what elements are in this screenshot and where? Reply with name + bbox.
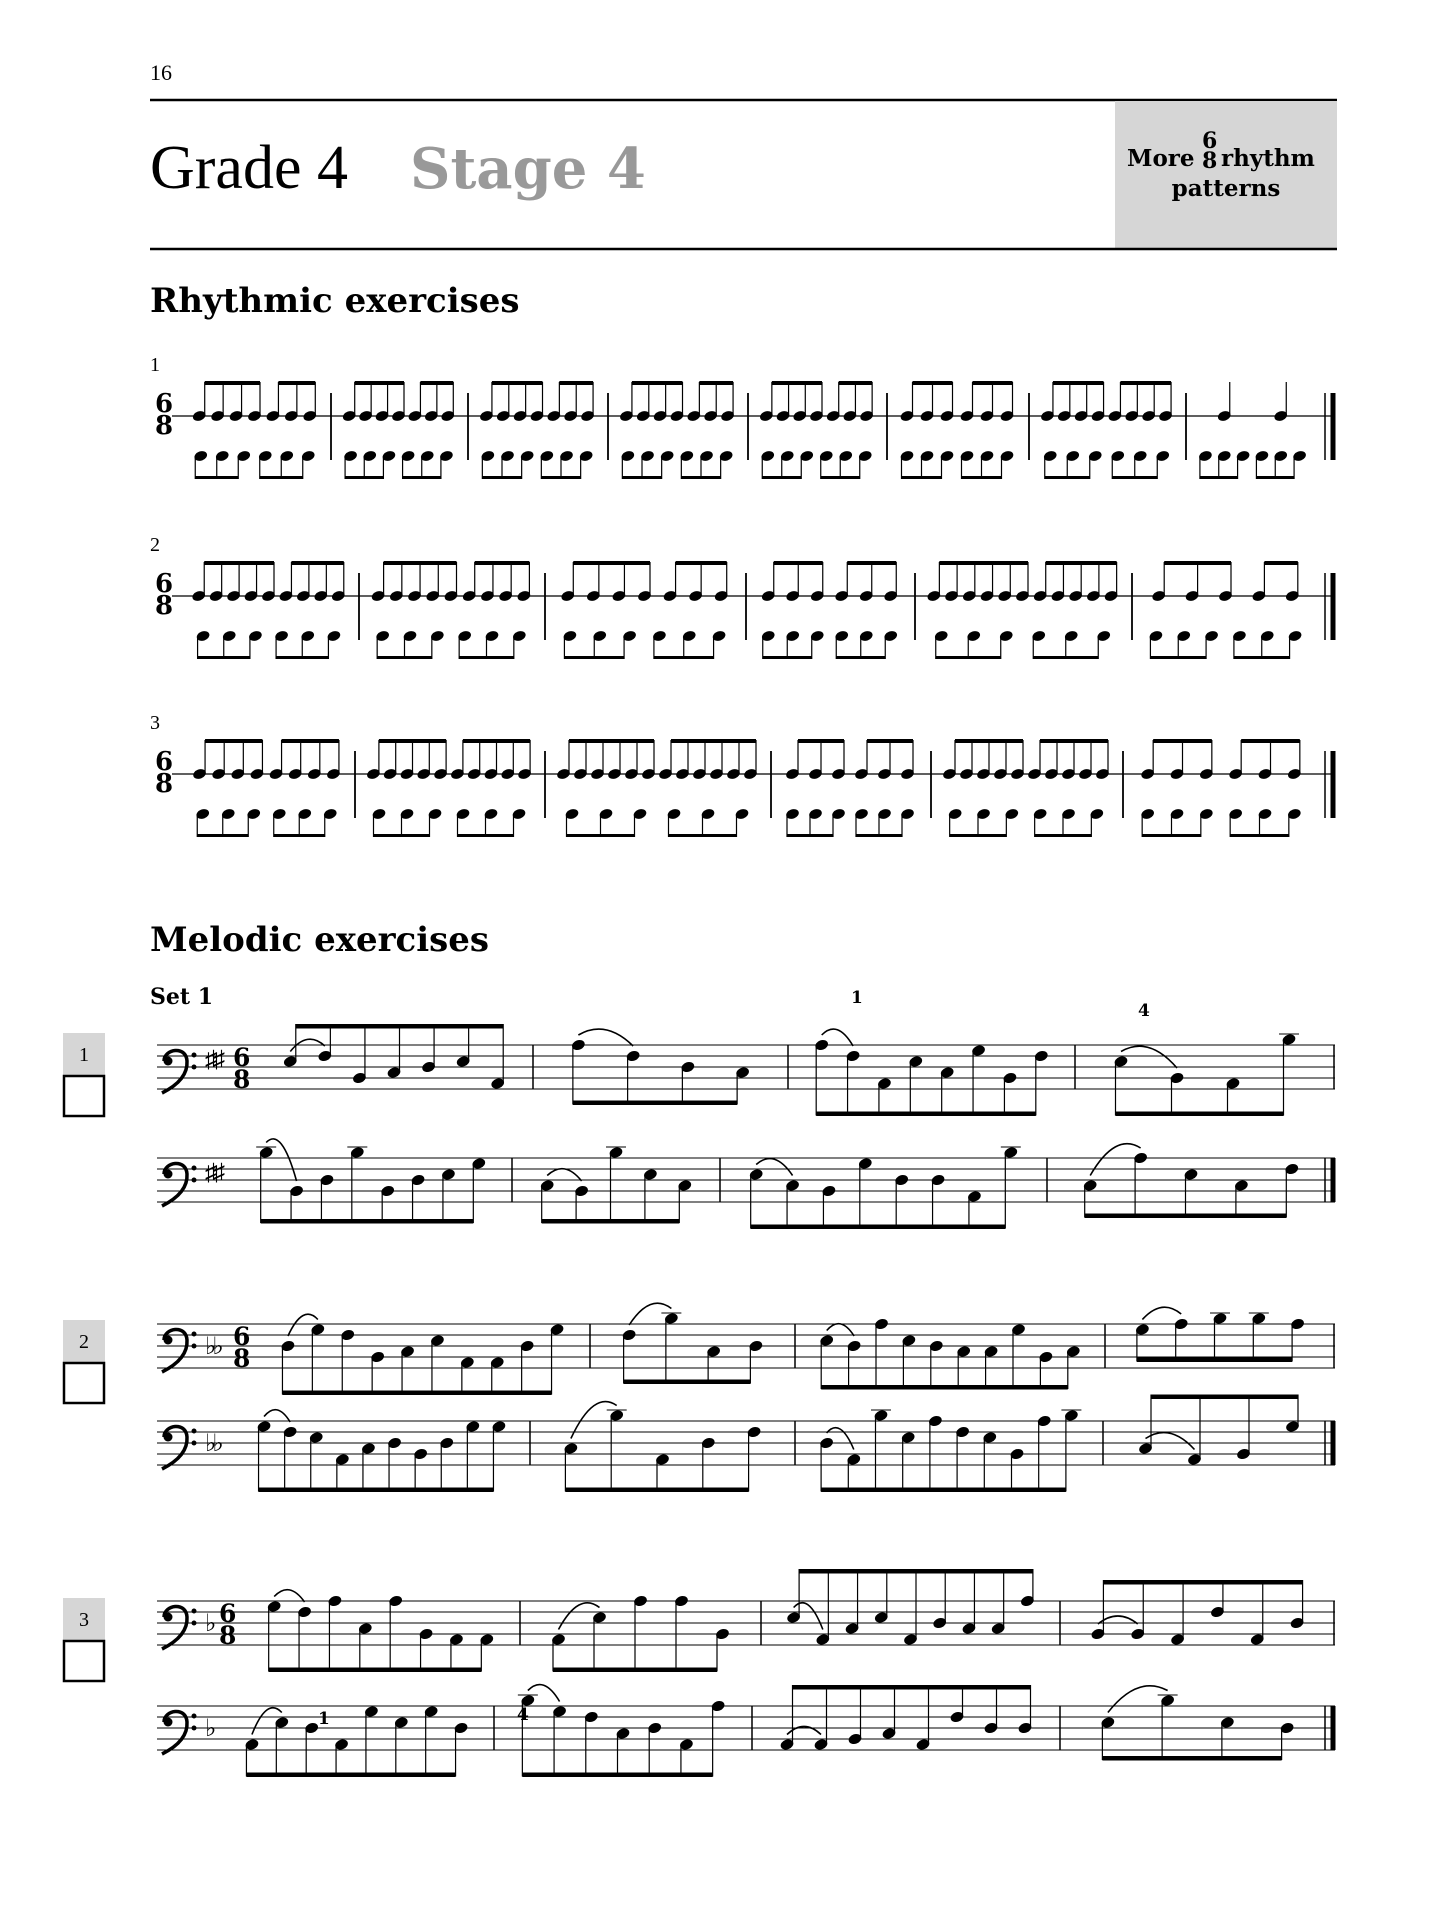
beam	[259, 1488, 494, 1493]
melodic-exercise-2	[63, 1303, 1335, 1492]
fingering: 1	[851, 988, 863, 1008]
beam	[522, 1773, 712, 1778]
beam	[1153, 739, 1212, 743]
beam	[1045, 476, 1090, 479]
slur	[629, 1303, 671, 1325]
beam	[821, 1385, 1068, 1390]
beam	[542, 1219, 680, 1224]
beam	[541, 476, 580, 479]
bass-clef-icon-dot	[192, 1344, 197, 1349]
beam	[565, 1488, 748, 1493]
beam	[569, 739, 654, 743]
beam	[567, 834, 635, 837]
topic-time-top: 6	[1202, 128, 1218, 154]
beam	[699, 381, 733, 385]
beam	[573, 1101, 737, 1106]
page-title-stage: Stage 4	[410, 136, 646, 202]
beam	[622, 476, 661, 479]
key-signature: ♯♯	[205, 1047, 221, 1073]
beam	[246, 1773, 455, 1778]
bass-clef-icon	[162, 1426, 187, 1469]
bass-clef-icon-dot	[164, 1057, 173, 1066]
slur	[571, 1402, 617, 1439]
beam	[1256, 476, 1294, 479]
beam	[1164, 561, 1231, 565]
beam	[282, 1391, 551, 1396]
beam	[836, 656, 885, 659]
slur	[827, 1324, 854, 1336]
beam	[278, 381, 315, 385]
beam	[936, 656, 1001, 659]
beam	[458, 834, 514, 837]
beam	[774, 561, 823, 565]
beam	[377, 656, 432, 659]
time-signature-bottom: 8	[155, 411, 174, 441]
bass-clef-icon-dot	[164, 1613, 173, 1622]
bass-clef-icon-dot	[192, 1065, 197, 1070]
topic-time-bottom: 8	[1202, 148, 1218, 174]
beam	[676, 561, 727, 565]
topic-more: More	[1127, 145, 1195, 172]
beam	[553, 1668, 717, 1673]
bass-clef-icon	[162, 1050, 187, 1093]
bass-clef-icon	[162, 1606, 187, 1649]
key-signature: ♯♯	[205, 1160, 221, 1186]
beam	[939, 561, 1028, 565]
melodic-exercise-1	[63, 988, 1335, 1229]
staff	[157, 1395, 1335, 1493]
beam	[799, 1569, 1033, 1574]
exercise-number: 1	[150, 354, 160, 376]
beam	[1116, 1112, 1284, 1117]
bass-clef-icon-dot	[164, 1433, 173, 1442]
beam	[913, 381, 953, 385]
bass-clef-icon-dot	[192, 1178, 197, 1183]
bass-clef-icon-dot	[164, 1718, 173, 1727]
bass-clef-icon	[162, 1711, 187, 1754]
time-signature-top: 6	[219, 1599, 237, 1628]
beam	[1112, 476, 1157, 479]
beam	[632, 381, 683, 385]
beam	[1085, 1214, 1287, 1219]
time-signature-top: 6	[155, 747, 174, 777]
beam	[475, 561, 530, 565]
beam	[787, 834, 833, 837]
beam	[1033, 656, 1098, 659]
beam	[950, 834, 1007, 837]
bass-clef-icon-dot	[164, 1336, 173, 1345]
rhythm-exercise-3	[150, 712, 1335, 837]
beam	[274, 834, 325, 837]
beam	[751, 1225, 1006, 1230]
beam	[1053, 381, 1104, 385]
beam	[261, 1219, 474, 1224]
beam	[374, 834, 430, 837]
beam	[1137, 1358, 1292, 1363]
beam	[459, 656, 514, 659]
beam	[798, 739, 844, 743]
bass-clef-icon	[162, 1163, 187, 1206]
slur	[1121, 1046, 1177, 1068]
beam	[463, 739, 530, 743]
beam	[793, 1685, 1031, 1690]
beam	[1103, 1580, 1302, 1585]
slur	[1090, 1144, 1140, 1176]
bass-clef-icon-dot	[192, 1714, 197, 1719]
slur	[264, 1410, 290, 1422]
beam	[624, 1380, 751, 1385]
bass-clef-icon-dot	[192, 1441, 197, 1446]
beam	[260, 476, 303, 479]
beam	[420, 381, 453, 385]
page-title-grade: Grade 4	[150, 134, 348, 202]
beam	[1142, 834, 1201, 837]
beam	[291, 561, 343, 565]
beam	[282, 739, 339, 743]
beam	[1102, 1756, 1281, 1761]
beam	[681, 476, 720, 479]
slur	[559, 1603, 600, 1630]
key-signature: ♭	[205, 1716, 213, 1742]
beam	[1035, 834, 1092, 837]
tick-box[interactable]	[64, 1641, 104, 1681]
beam	[1046, 561, 1117, 565]
beam	[902, 476, 942, 479]
bass-clef-icon-dot	[164, 1170, 173, 1179]
beam	[763, 656, 812, 659]
beam	[573, 561, 650, 565]
beam	[1151, 1395, 1298, 1400]
tick-box[interactable]	[64, 1076, 104, 1116]
beam	[1040, 739, 1108, 743]
time-signature-bottom: 8	[233, 1344, 251, 1373]
set-label: Set 1	[150, 984, 214, 1010]
rhythm-exercise-1	[150, 354, 1335, 479]
key-signature: ♭	[205, 1611, 213, 1637]
beam	[296, 1024, 503, 1029]
beam	[762, 476, 801, 479]
bass-clef-icon-dot	[192, 1609, 197, 1614]
beam	[564, 656, 624, 659]
beam	[355, 381, 404, 385]
slur	[1142, 1307, 1181, 1319]
beam	[821, 476, 860, 479]
rhythm-exercise-2	[150, 534, 1335, 659]
fingering: 1	[318, 1709, 330, 1729]
beam	[772, 381, 822, 385]
fingering: 4	[517, 1705, 529, 1725]
beam	[1120, 381, 1171, 385]
exercise-number: 2	[150, 534, 160, 556]
beam	[379, 739, 446, 743]
beam	[816, 1112, 1036, 1117]
beam	[204, 561, 274, 565]
melodic-heading: Melodic exercises	[150, 920, 490, 960]
exercise-number: 2	[79, 1331, 89, 1353]
beam	[345, 476, 383, 479]
beam	[197, 834, 248, 837]
staff	[157, 1569, 1335, 1672]
key-signature: ♭♭	[205, 1431, 220, 1457]
beam	[821, 1488, 1066, 1493]
bass-clef-icon-dot	[192, 1166, 197, 1171]
staff	[157, 1303, 1335, 1395]
page-number: 16	[150, 60, 172, 85]
topic-patterns: patterns	[1171, 175, 1281, 202]
time-signature-bottom: 8	[155, 769, 174, 799]
beam	[671, 739, 756, 743]
beam	[269, 1668, 482, 1673]
bass-clef-icon-dot	[192, 1621, 197, 1626]
beam	[276, 656, 328, 659]
slur	[274, 1590, 304, 1602]
time-signature-bottom: 8	[233, 1065, 251, 1094]
beam	[195, 476, 238, 479]
beam	[856, 834, 902, 837]
bass-clef-icon	[162, 1329, 187, 1372]
time-signature-top: 6	[155, 389, 174, 419]
beam	[654, 656, 714, 659]
beam	[1150, 656, 1206, 659]
beam	[1234, 656, 1290, 659]
beam	[205, 739, 262, 743]
beam	[839, 381, 872, 385]
beam	[867, 739, 913, 743]
beam	[669, 834, 737, 837]
bass-clef-icon-dot	[192, 1332, 197, 1337]
exercise-number: 1	[79, 1044, 89, 1066]
staff	[157, 1024, 1335, 1116]
staff	[157, 1139, 1335, 1229]
rhythmic-heading: Rhythmic exercises	[150, 281, 520, 321]
beam	[1230, 834, 1289, 837]
slur	[578, 1029, 633, 1046]
exercise-number: 3	[79, 1609, 89, 1631]
beam	[962, 476, 1002, 479]
beam	[1264, 561, 1297, 565]
time-signature-top: 6	[155, 569, 174, 599]
beam	[205, 381, 260, 385]
melodic-exercise-3	[63, 1569, 1335, 1777]
staff	[157, 1685, 1335, 1777]
exercise-number: 3	[150, 712, 160, 734]
bass-clef-icon-dot	[192, 1726, 197, 1731]
slur	[266, 1139, 296, 1181]
bass-clef-icon-dot	[192, 1053, 197, 1058]
beam	[1241, 739, 1300, 743]
beam	[492, 381, 543, 385]
fingering: 4	[1138, 1001, 1150, 1021]
slur	[547, 1169, 581, 1181]
time-signature-top: 6	[233, 1043, 251, 1072]
beam	[384, 561, 457, 565]
tick-box[interactable]	[64, 1363, 104, 1403]
topic-rhythm: rhythm	[1221, 145, 1315, 172]
slur	[1108, 1686, 1168, 1713]
beam	[973, 381, 1013, 385]
beam	[1200, 476, 1238, 479]
beam	[847, 561, 896, 565]
key-signature: ♭♭	[205, 1334, 220, 1360]
time-signature-bottom: 8	[219, 1621, 237, 1650]
bass-clef-icon-dot	[192, 1429, 197, 1434]
beam	[403, 476, 441, 479]
time-signature-bottom: 8	[155, 591, 174, 621]
beam	[198, 656, 250, 659]
beam	[955, 739, 1023, 743]
time-signature-top: 6	[233, 1322, 251, 1351]
beam	[482, 476, 521, 479]
slur	[1146, 1433, 1195, 1450]
beam	[559, 381, 593, 385]
